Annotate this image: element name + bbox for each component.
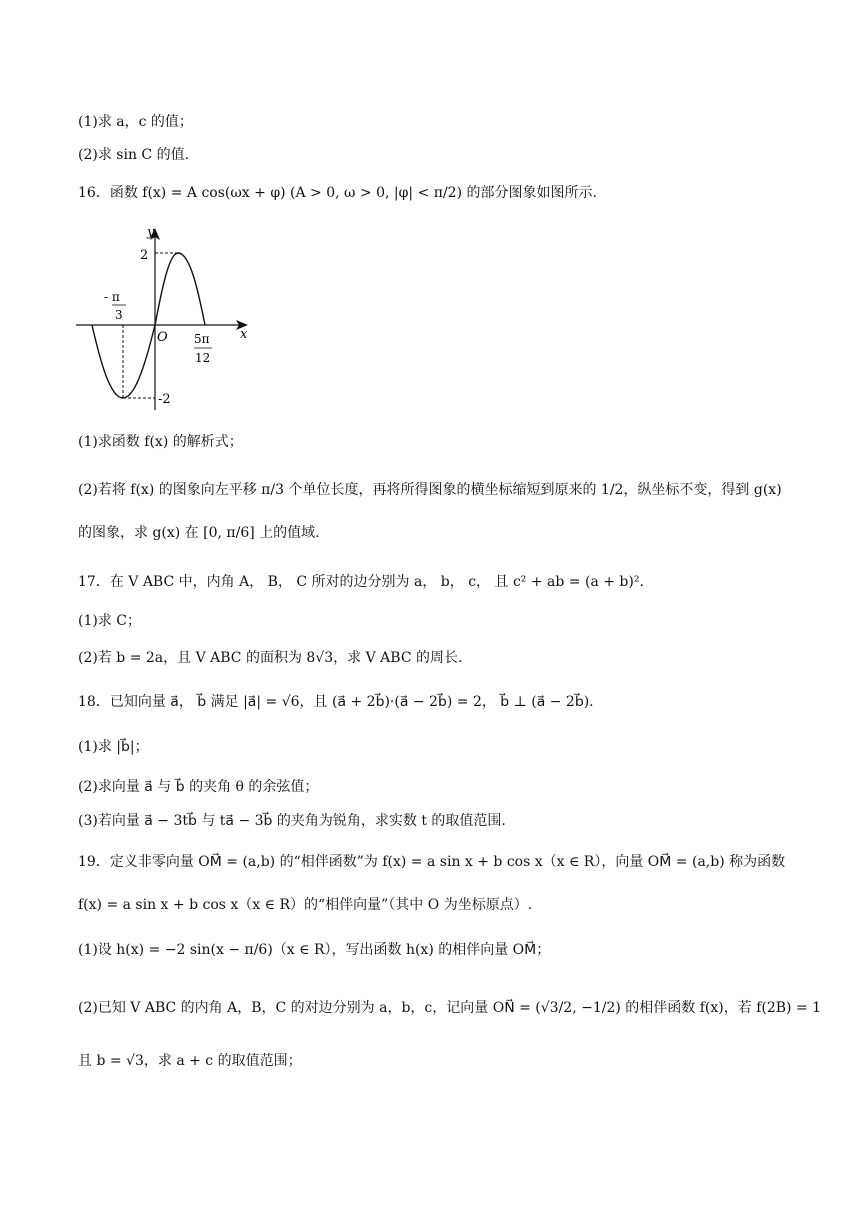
- problem-18-stem: 18．已知向量 a⃗， b⃗ 满足 |a⃗| = √6，且 (a⃗ + 2b⃗)·(a⃗ − 2b⃗) = 2， b⃗ ⊥ (a⃗ − 2b⃗).: [78, 694, 594, 710]
- y-min-label: -2: [158, 392, 171, 407]
- text-line: (1)求 |b⃗|；: [78, 739, 149, 755]
- function-graph: [70, 220, 260, 420]
- pos-x-tick-denominator: 12: [195, 351, 211, 365]
- y-max-label: 2: [140, 248, 149, 263]
- text-line: (2)求向量 a⃗ 与 b⃗ 的夹角 θ 的余弦值；: [78, 779, 319, 795]
- text-line: (1)求 a，c 的值；: [78, 114, 193, 130]
- text-line: (1)设 h(x) = −2 sin(x − π/6)（x ∈ R），写出函数 h(x) 的相伴向量 OM⃗；: [78, 942, 551, 958]
- neg-x-tick-numerator: - π: [104, 290, 120, 304]
- neg-x-tick-denominator: 3: [115, 308, 123, 322]
- text-line: 的图象，求 g(x) 在 [0, π/6] 上的值域.: [78, 525, 320, 541]
- text-line: (2)若 b = 2a，且 V ABC 的面积为 8√3，求 V ABC 的周长.: [78, 650, 463, 666]
- problem-17-stem: 17．在 V ABC 中，内角 A， B， C 所对的边分别为 a， b， c， 且 c² + ab = (a + b)².: [78, 574, 644, 590]
- text-line: f(x) = a sin x + b cos x（x ∈ R）的“相伴向量”（其中 O 为坐标原点）.: [78, 897, 533, 913]
- problem-16-stem: 16．函数 f(x) = A cos(ωx + φ) (A > 0, ω > 0, |φ| < π/2) 的部分图象如图所示.: [78, 185, 597, 201]
- text-line: (2)若将 f(x) 的图象向左平移 π/3 个单位长度，再将所得图象的横坐标缩短到原来的 1/2，纵坐标不变，得到 g(x): [78, 482, 782, 498]
- text-line: (1)求函数 f(x) 的解析式；: [78, 434, 243, 450]
- x-axis-label: x: [240, 327, 248, 342]
- y-axis-label: y: [147, 225, 155, 240]
- text-line: (2)求 sin C 的值.: [78, 147, 190, 163]
- origin-label: O: [157, 330, 168, 345]
- text-line: (2)已知 V ABC 的内角 A，B，C 的对边分别为 a，b，c，记向量 ON⃗ = (√3/2, −1/2) 的相伴函数 f(x)，若 f(2B) = 1: [78, 1000, 822, 1016]
- text-line: (1)求 C；: [78, 613, 141, 629]
- pos-x-tick-numerator: 5π: [194, 332, 210, 346]
- text-line: 且 b = √3，求 a + c 的取值范围；: [78, 1053, 302, 1069]
- text-line: (3)若向量 a⃗ − 3tb⃗ 与 ta⃗ − 3b⃗ 的夹角为锐角，求实数 t 的取值范围.: [78, 813, 506, 829]
- problem-19-stem: 19．定义非零向量 OM⃗ = (a,b) 的“相伴函数”为 f(x) = a sin x + b cos x（x ∈ R），向量 OM⃗ = (a,b) 称为函数: [78, 854, 786, 870]
